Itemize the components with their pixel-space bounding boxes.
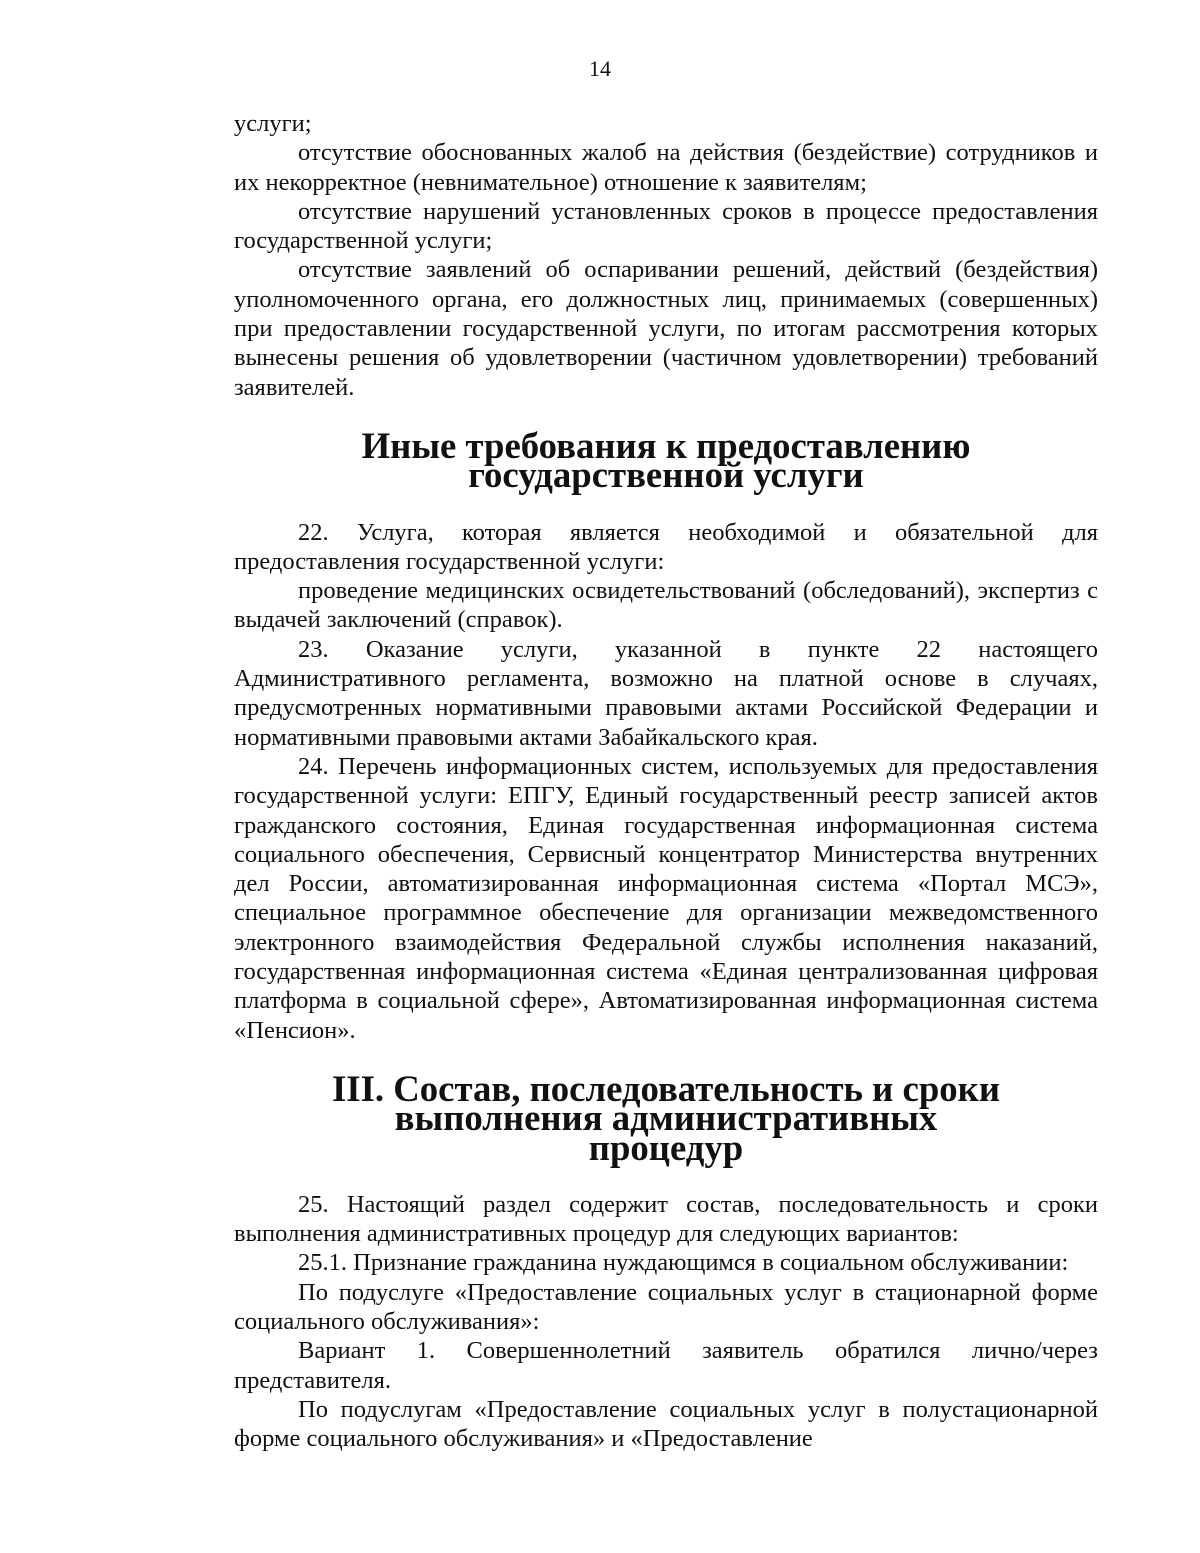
paragraph-medical-examinations: проведение медицинских освидетельствований (обследований), экспертиз с выдачей заключений (справок). <box>234 577 1098 634</box>
paragraph-23: 23. Оказание услуги, указанной в пункте 22 настоящего Административного регламента, возможно на платной основе в случаях, предусмотренных нормативными правовыми актами Российской Федерации и нормативными правовыми актами Забайкальского края. <box>234 635 1098 751</box>
paragraph-no-deadline-violations: отсутствие нарушений установленных сроков в процессе предоставления государственной услуги; <box>234 197 1098 255</box>
paragraph-no-complaints: отсутствие обоснованных жалоб на действия (бездействие) сотрудников и их некорректное (невнимательное) отношение к заявителям; <box>234 139 1098 196</box>
paragraph-25-1: 25.1. Признание гражданина нуждающимся в социальном обслуживании: <box>298 1249 1069 1277</box>
document-body <box>234 109 1098 1453</box>
section-heading-procedures-line2: процедур <box>588 1126 744 1168</box>
paragraph-variant-1: Вариант 1. Совершеннолетний заявитель обратился лично/через представителя. <box>234 1337 1098 1394</box>
paragraph-24: 24. Перечень информационных систем, используемых для предоставления государственной услуги: ЕПГУ, Единый государственный реестр записей актов гражданского состояния, Единая государственная информационная система социального обеспечения, Сервисный концентратор Министерства внутренних дел России, автоматизированная информационная система «Портал МСЭ», специальное программное обеспечение для организации межведомственного электронного взаимодействия Федеральной службы исполнения наказаний, государственная информационная система «Единая централизованная цифровая платформа в социальной сфере», Автоматизированная информационная система «Пенсион». <box>234 752 1098 1044</box>
paragraph-no-appeals: отсутствие заявлений об оспаривании решений, действий (бездействия) уполномоченного органа, его должностных лиц, принимаемых (совершенных) при предоставлении государственной услуги, по итогам рассмотрения которых вынесены решения об удовлетворении (частичном удовлетворении) требований заявителей. <box>234 256 1098 401</box>
section-heading-procedures <box>234 1067 1098 1168</box>
other-requirements-section <box>234 518 1098 1045</box>
paragraph-continuation: услуги; <box>234 110 312 137</box>
paragraph-22: 22. Услуга, которая является необходимой и обязательной для предоставления государственной услуги: <box>234 518 1098 575</box>
page-number: 14 <box>589 56 611 81</box>
paragraph-semi-stationary-subservices: По подуслугам «Предоставление социальных услуг в полустационарной форме социального обслуживания» и «Предоставление <box>234 1395 1098 1453</box>
criteria-section <box>234 109 1098 402</box>
paragraph-stationary-subservice: По подуслуге «Предоставление социальных услуг в стационарной форме социального обслуживания»: <box>234 1278 1098 1335</box>
section-heading-other-requirements: Иные требования к предоставлению государственной услуги <box>361 424 971 496</box>
paragraph-25: 25. Настоящий раздел содержит состав, последовательность и сроки выполнения административных процедур для следующих вариантов: <box>234 1190 1098 1248</box>
procedures-section <box>234 1190 1098 1454</box>
section-heading-procedures-line1: III. Состав, последовательность и сроки выполнения административных <box>331 1067 1000 1139</box>
